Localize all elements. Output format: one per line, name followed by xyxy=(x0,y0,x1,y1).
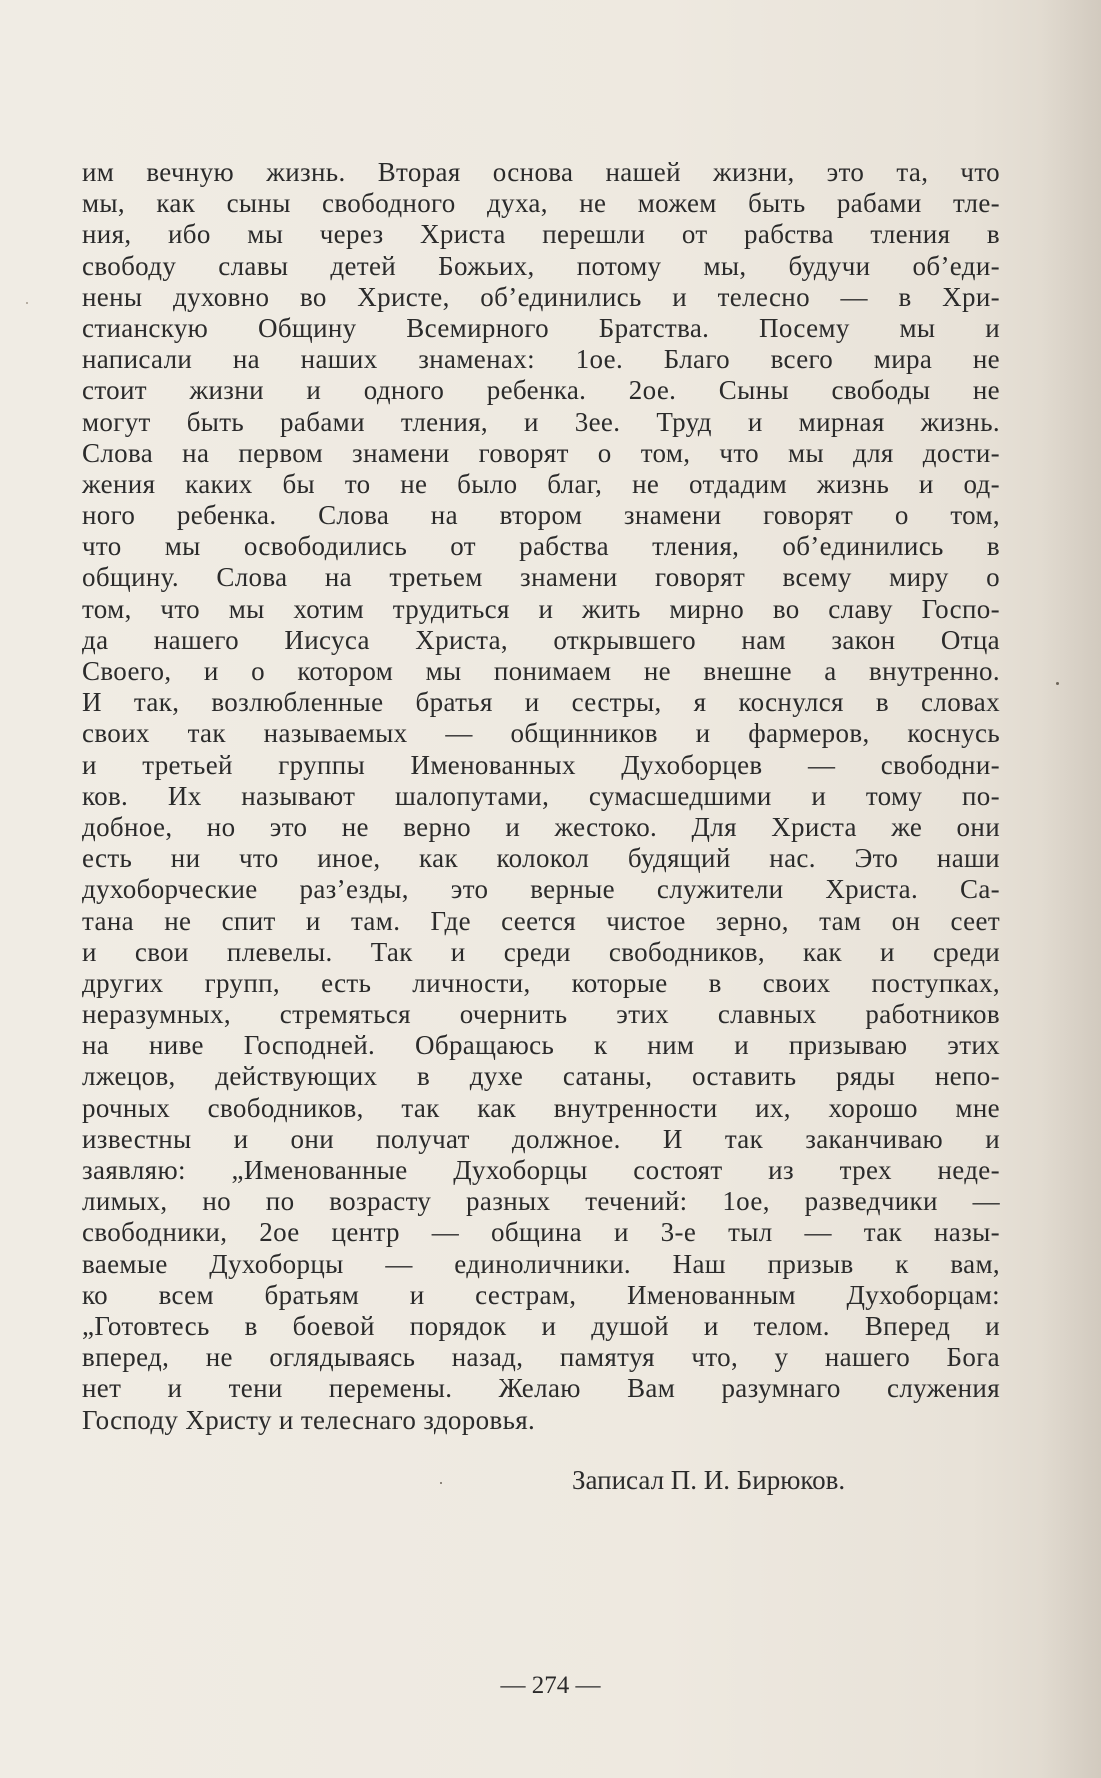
text-line: ков. Их называют шалопутами, сумасшедшими и тому по- xyxy=(82,780,1000,811)
paper-speck xyxy=(1056,682,1059,685)
text-line: стоит жизни и одного ребенка. 2ое. Сыны свободы не xyxy=(82,375,1000,406)
text-line: ного ребенка. Слова на втором знамени говорят о том, xyxy=(82,500,1000,531)
text-line: им вечную жизнь. Вторая основа нашей жизни, это та, что xyxy=(82,157,1000,187)
text-line: Своего, и о котором мы понимаем не внешне а внутренно. xyxy=(82,656,1000,686)
text-line: тана не спит и там. Где сеется чистое зерно, там он сеет xyxy=(82,905,1000,936)
text-line: нены духовно во Христе, об’единились и телесно — в Хри- xyxy=(82,281,1000,312)
body-text xyxy=(82,157,1000,1436)
text-line: могут быть рабами тления, и 3ее. Труд и мирная жизнь. xyxy=(82,406,1000,437)
text-line: своих так называемых — общинников и фармеров, коснусь xyxy=(82,718,1000,749)
text-line: стианскую Общину Всемирного Братства. Посему мы и xyxy=(82,312,1000,343)
text-line: вперед, не оглядываясь назад, памятуя что, у нашего Бога xyxy=(82,1342,1000,1373)
text-line: на ниве Господней. Обращаюсь к ним и призываю этих xyxy=(82,1030,1000,1061)
text-line: ваемые Духоборцы — единоличники. Наш призыв к вам, xyxy=(82,1248,1000,1279)
text-line: неразумных, стремяться очернить этих славных работников xyxy=(82,999,1000,1030)
text-line: ния, ибо мы через Христа перешли от рабства тления в xyxy=(82,219,1000,250)
text-line: и третьей группы Именованных Духоборцев — свободни- xyxy=(82,749,1000,780)
text-line: что мы освободились от рабства тления, об’единились в xyxy=(82,531,1000,562)
text-line: „Готовтесь в боевой порядок и душой и телом. Вперед и xyxy=(82,1310,1000,1341)
text-line: И так, возлюбленные братья и сестры, я коснулся в словах xyxy=(82,687,1000,718)
text-line: и свои плевелы. Так и среди свободников, как и среди xyxy=(82,936,1000,967)
text-line: мы, как сыны свободного духа, не можем быть рабами тле- xyxy=(82,188,1000,219)
text-line: заявляю: „Именованные Духоборцы состоят из трех неде- xyxy=(82,1155,1000,1185)
text-line: лжецов, действующих в духе сатаны, оставить ряды непо- xyxy=(82,1061,1000,1092)
text-line: других групп, есть личности, которые в своих поступках, xyxy=(82,967,1000,998)
page-edge-shadow xyxy=(1041,0,1101,1778)
text-line: том, что мы хотим трудиться и жить мирно во славу Госпо- xyxy=(82,593,1000,624)
text-line: Слова на первом знамени говорят о том, что мы для дости- xyxy=(82,437,1000,468)
text-line: Господу Христу и телеснаго здоровья. xyxy=(82,1404,536,1435)
text-line: ко всем братьям и сестрам, Именованным Духоборцам: xyxy=(82,1279,1000,1310)
text-line: да нашего Иисуса Христа, открывшего нам закон Отца xyxy=(82,624,1000,655)
paper-speck xyxy=(26,302,28,304)
signature: Записал П. И. Бирюков. xyxy=(572,1465,846,1495)
text-line: общину. Слова на третьем знамени говорят всему миру о xyxy=(82,562,1000,593)
text-line: добное, но это не верно и жестоко. Для Христа же они xyxy=(82,811,1000,842)
text-line: духоборческие раз’езды, это верные служители Христа. Са- xyxy=(82,874,1000,905)
page-number: — 274 — xyxy=(500,1672,601,1699)
text-line: известны и они получат должное. И так заканчиваю и xyxy=(82,1123,1000,1154)
text-line: свободу славы детей Божьих, потому мы, будучи об’еди- xyxy=(82,250,1000,281)
paper-speck xyxy=(440,1482,442,1484)
text-line: лимых, но по возрасту разных течений: 1ое, разведчики — xyxy=(82,1186,1000,1217)
text-line: свободники, 2ое центр — община и 3-е тыл — так назы- xyxy=(82,1217,1000,1248)
text-line: написали на наших знаменах: 1ое. Благо всего мира не xyxy=(82,344,1000,375)
text-line: нет и тени перемены. Желаю Вам разумнаго служения xyxy=(82,1373,1000,1404)
text-line: жения каких бы то не было благ, не отдадим жизнь и од- xyxy=(82,468,1000,499)
text-line: рочных свободников, так как внутренности их, хорошо мне xyxy=(82,1092,1000,1123)
text-line: есть ни что иное, как колокол будящий нас. Это наши xyxy=(82,843,1000,874)
